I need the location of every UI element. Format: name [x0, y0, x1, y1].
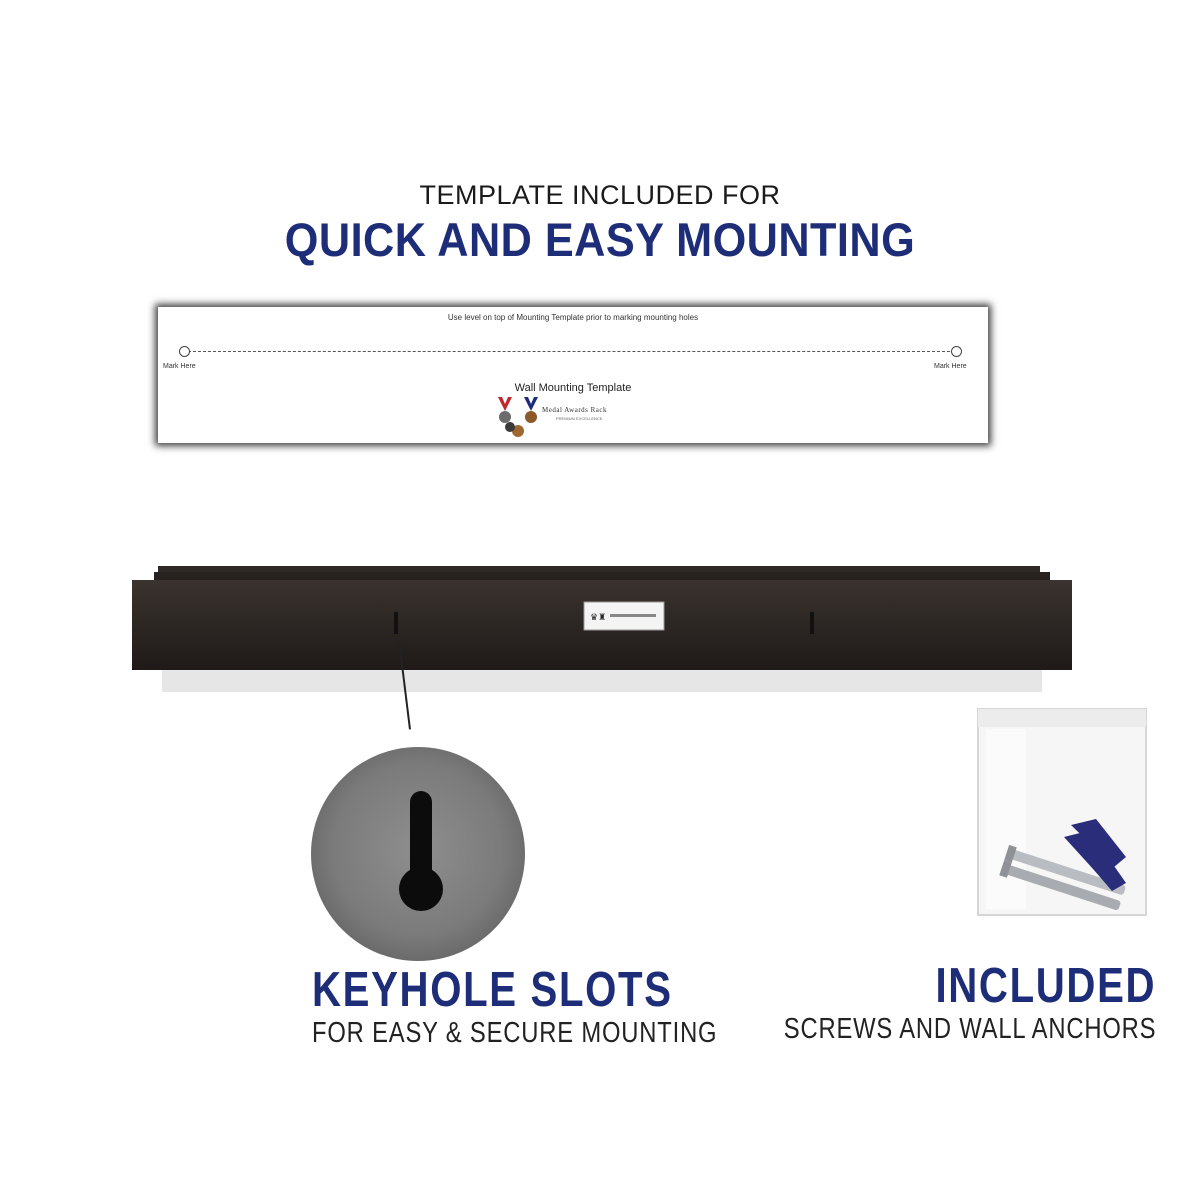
- medal-logo: [496, 395, 646, 439]
- mark-label-left: Mark Here: [163, 363, 196, 370]
- logo-text: Medal Awards Rack: [542, 406, 608, 414]
- mark-circle-left: [179, 346, 190, 357]
- mark-label-right: Mark Here: [934, 363, 967, 370]
- dashed-line: [188, 351, 950, 352]
- medal-logo-icon: [496, 395, 542, 439]
- included-title: INCLUDED: [935, 959, 1156, 1013]
- headline-line1: TEMPLATE INCLUDED FOR: [419, 180, 781, 210]
- included-subtitle: SCREWS AND WALL ANCHORS: [783, 1013, 1156, 1045]
- mounting-template-card: [158, 307, 988, 443]
- headline-line2: QUICK AND EASY MOUNTING: [284, 213, 916, 266]
- keyhole-icon: [311, 747, 525, 961]
- logo-subtext: PREMIUM EXCELLENCE: [556, 416, 603, 421]
- screws-and-anchors-bag: [976, 707, 1148, 917]
- mark-circle-right: [951, 346, 962, 357]
- keyhole-slots-title: KEYHOLE SLOTS: [312, 963, 673, 1017]
- keyhole-slots-subtitle: FOR EASY & SECURE MOUNTING: [312, 1017, 718, 1049]
- keyhole-closeup: [311, 747, 525, 961]
- template-instruction: Use level on top of Mounting Template prior to marking mounting holes: [447, 313, 699, 322]
- template-title: Wall Mounting Template: [514, 382, 632, 394]
- svg-text:♛♜: ♛♜: [590, 612, 607, 622]
- wall-shelf: [132, 560, 1072, 700]
